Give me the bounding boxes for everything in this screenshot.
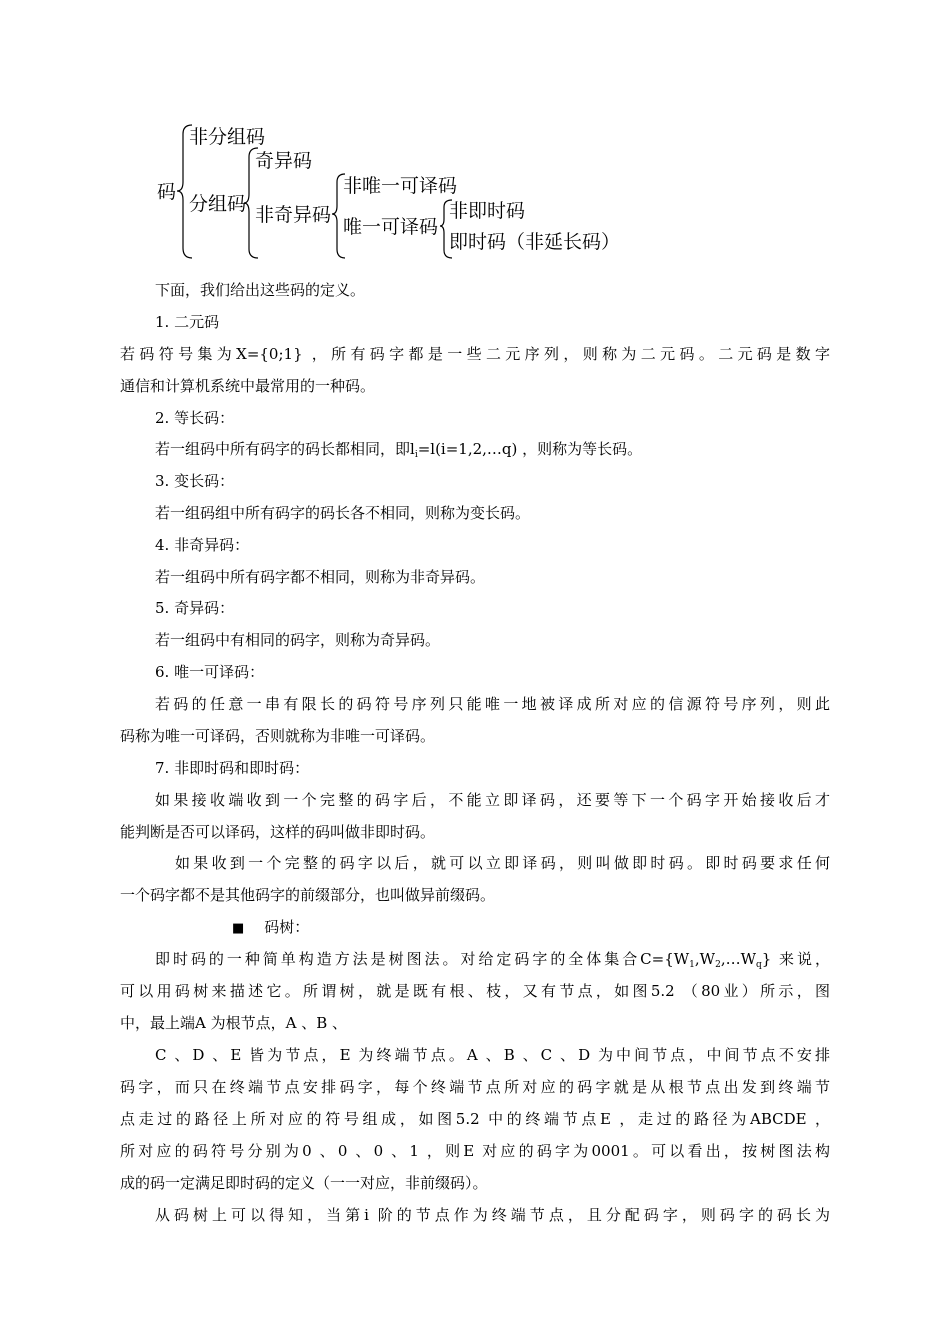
tree-singular: 奇异码 bbox=[255, 150, 313, 172]
para-singular: 若一组码中有相同的码字，则称为奇异码。 bbox=[155, 631, 441, 649]
heading-instant-codes: 7. 非即时码和即时码： bbox=[155, 759, 310, 777]
para-code-length: 从码树上可以得知，当第i 阶的节点作为终端节点，且分配码字，则码字的码长为 bbox=[155, 1206, 830, 1224]
para-nodes-line4: 所对应的码符号分别为0 、0 、0 、1 ，则E 对应的码字为0001。可以看出，按树图法构 bbox=[120, 1142, 830, 1160]
para-tree-line2: 可以用码树来描述它。所谓树，就是既有根、枝，又有节点，如图5.2 （80业）所示，图 bbox=[120, 982, 830, 1000]
heading-nonsingular: 4. 非奇异码： bbox=[155, 536, 250, 554]
code-tree-heading: ■ 码树： bbox=[232, 918, 310, 936]
para-nodes-line1: C 、D 、E 皆为节点，E 为终端节点。A 、B 、C 、D 为中间节点，中间节点不安排 bbox=[155, 1046, 830, 1064]
para-tree-line1: 即时码的一种简单构造方法是树图法。对给定码字的全体集合$C=\{W_1,W_2,\dots W_q\}$ 来说， bbox=[155, 950, 830, 970]
heading-uniquely-decodable: 6. 唯一可译码： bbox=[155, 663, 265, 681]
para-tree-line3: 中，最上端A 为根节点，A 、B 、 bbox=[120, 1014, 347, 1032]
brace-lines bbox=[0, 0, 950, 270]
heading-fixed-length: 2. 等长码： bbox=[155, 409, 235, 427]
para-noninstant-line1: 如果接收端收到一个完整的码字后，不能立即译码，还要等下一个码字开始接收后才 bbox=[155, 791, 830, 809]
para-nonsingular: 若一组码中所有码字都不相同，则称为非奇异码。 bbox=[155, 568, 486, 586]
para-instant-line2: 一个码字都不是其他码字的前缀部分，也叫做异前缀码。 bbox=[120, 886, 496, 904]
intro-line: 下面，我们给出这些码的定义。 bbox=[155, 281, 366, 299]
para-instant-line1: 如果收到一个完整的码字以后，就可以立即译码，则叫做即时码。即时码要求任何 bbox=[175, 854, 830, 872]
para-binary-line2: 通信和计算机系统中最常用的一种码。 bbox=[120, 377, 376, 395]
para-nodes-line5: 成的码一定满足即时码的定义（一一对应，非前缀码）。 bbox=[120, 1174, 488, 1192]
tree-unique: 唯一可译码 bbox=[343, 216, 439, 238]
code-classification-tree bbox=[0, 0, 950, 270]
tree-nonsingular: 非奇异码 bbox=[255, 204, 332, 226]
tree-non-instant: 非即时码 bbox=[449, 200, 526, 222]
heading-variable-length: 3. 变长码： bbox=[155, 472, 235, 490]
tree-not-unique: 非唯一可译码 bbox=[343, 175, 458, 197]
tree-instant: 即时码（非延长码） bbox=[449, 231, 621, 253]
para-unique-line1: 若码的任意一串有限长的码符号序列只能唯一地被译成所对应的信源符号序列，则此 bbox=[155, 695, 830, 713]
para-nodes-line2: 码字，而只在终端节点安排码字，每个终端节点所对应的码字就是从根节点出发到终端节 bbox=[120, 1078, 830, 1096]
heading-singular: 5. 奇异码： bbox=[155, 599, 235, 617]
tree-non-group: 非分组码 bbox=[189, 126, 266, 148]
para-variable-length: 若一组码组中所有码字的码长各不相同，则称为变长码。 bbox=[155, 504, 531, 522]
para-unique-line2: 码称为唯一可译码，否则就称为非唯一可译码。 bbox=[120, 727, 436, 745]
bullet-square-icon: ■ bbox=[232, 921, 245, 936]
para-fixed-length: 若一组码中所有码字的码长都相同，即$l_i=l(i=1,2,\dots q)$ ，则称为等长码。 bbox=[155, 440, 643, 460]
para-binary-line1: 若码符号集为X={0;1} ，所有码字都是一些二元序列，则称为二元码。二元码是数字 bbox=[120, 345, 830, 363]
tree-root: 码 bbox=[157, 181, 177, 203]
heading-binary-code: 1. 二元码 bbox=[155, 313, 220, 331]
tree-group: 分组码 bbox=[189, 193, 247, 215]
para-noninstant-line2: 能判断是否可以译码，这样的码叫做非即时码。 bbox=[120, 823, 436, 841]
para-nodes-line3: 点走过的路径上所对应的符号组成，如图5.2 中的终端节点E ，走过的路径为ABCDE ， bbox=[120, 1110, 830, 1128]
